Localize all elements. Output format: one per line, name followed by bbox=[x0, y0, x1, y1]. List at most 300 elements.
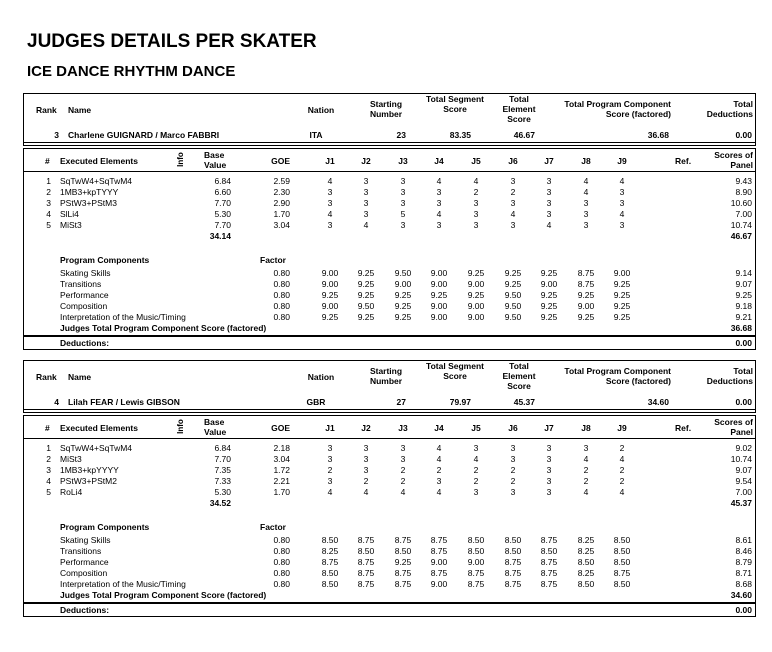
element-judge-score: 3 bbox=[436, 476, 442, 486]
component-judge-score: 9.50 bbox=[357, 301, 375, 311]
element-judge-score: 4 bbox=[436, 443, 442, 453]
component-judge-score: 9.00 bbox=[613, 268, 631, 278]
element-judge-score: 2 bbox=[510, 476, 516, 486]
component-judge-score: 9.00 bbox=[540, 279, 558, 289]
judge-header-2: J2 bbox=[361, 423, 371, 433]
component-name: Performance bbox=[60, 557, 109, 567]
component-name: Interpretation of the Music/Timing bbox=[60, 312, 186, 322]
element-judge-score: 3 bbox=[327, 476, 333, 486]
element-judge-score: 4 bbox=[473, 176, 479, 186]
skater-tss: 79.97 bbox=[449, 397, 471, 407]
component-judge-score: 8.75 bbox=[504, 579, 522, 589]
skater-tes: 45.37 bbox=[513, 397, 535, 407]
element-panel-score: 7.00 bbox=[735, 487, 752, 497]
component-panel-score: 9.07 bbox=[735, 279, 752, 289]
element-judge-score: 3 bbox=[546, 454, 552, 464]
component-judge-score: 8.75 bbox=[394, 579, 412, 589]
element-judge-score: 2 bbox=[473, 465, 479, 475]
component-judge-score: 8.25 bbox=[577, 546, 595, 556]
element-judge-score: 2 bbox=[619, 443, 625, 453]
component-name: Interpretation of the Music/Timing bbox=[60, 579, 186, 589]
component-judge-score: 9.25 bbox=[504, 268, 522, 278]
element-goe: 1.70 bbox=[273, 487, 290, 497]
component-judge-score: 8.50 bbox=[613, 535, 631, 545]
element-judge-score: 2 bbox=[510, 187, 516, 197]
element-judge-score: 3 bbox=[400, 443, 406, 453]
judge-header-6: J6 bbox=[508, 156, 518, 166]
element-judge-score: 3 bbox=[363, 454, 369, 464]
element-goe: 2.90 bbox=[273, 198, 290, 208]
element-judge-score: 3 bbox=[510, 454, 516, 464]
component-judge-score: 8.75 bbox=[577, 268, 595, 278]
component-judge-score: 8.75 bbox=[540, 568, 558, 578]
component-judge-score: 9.25 bbox=[394, 301, 412, 311]
component-judge-score: 8.75 bbox=[467, 579, 485, 589]
element-goe: 1.70 bbox=[273, 209, 290, 219]
element-number: 1 bbox=[46, 176, 51, 186]
component-judge-score: 9.50 bbox=[394, 268, 412, 278]
judge-header-4: J4 bbox=[434, 156, 444, 166]
element-name: RoLi4 bbox=[60, 487, 83, 497]
component-name: Skating Skills bbox=[60, 535, 111, 545]
starting-number-header: Starting Number bbox=[369, 366, 403, 386]
element-judge-score: 3 bbox=[400, 220, 406, 230]
component-judge-score: 9.25 bbox=[467, 268, 485, 278]
name-header: Name bbox=[68, 372, 92, 382]
deductions-box bbox=[23, 603, 756, 617]
element-judge-score: 2 bbox=[327, 465, 333, 475]
component-judge-score: 8.75 bbox=[430, 535, 448, 545]
element-judge-score: 4 bbox=[327, 487, 333, 497]
component-judge-score: 9.25 bbox=[613, 290, 631, 300]
element-goe: 3.04 bbox=[273, 454, 290, 464]
component-judge-score: 8.75 bbox=[504, 557, 522, 567]
component-judge-score: 9.25 bbox=[357, 279, 375, 289]
component-judge-score: 8.50 bbox=[504, 546, 522, 556]
component-factor: 0.80 bbox=[273, 535, 290, 545]
element-judge-score: 2 bbox=[510, 465, 516, 475]
deductions-value: 0.00 bbox=[735, 338, 752, 348]
element-number: 4 bbox=[46, 209, 51, 219]
component-judge-score: 8.75 bbox=[394, 535, 412, 545]
element-judge-score: 4 bbox=[327, 209, 333, 219]
tpcs-header: Total Program Component Score (factored) bbox=[564, 99, 671, 119]
component-panel-score: 9.18 bbox=[735, 301, 752, 311]
component-factor: 0.80 bbox=[273, 268, 290, 278]
element-base-value: 7.35 bbox=[214, 465, 231, 475]
element-name: PStW3+PStM2 bbox=[60, 476, 117, 486]
skater-rank: 4 bbox=[54, 397, 59, 407]
component-judge-score: 9.00 bbox=[467, 279, 485, 289]
component-judge-score: 9.00 bbox=[394, 279, 412, 289]
skater-starting-number: 27 bbox=[396, 397, 406, 407]
program-components-header: Program Components bbox=[60, 255, 150, 265]
element-judge-score: 3 bbox=[400, 187, 406, 197]
component-name: Performance bbox=[60, 290, 109, 300]
element-judge-score: 4 bbox=[619, 487, 625, 497]
component-judge-score: 8.50 bbox=[577, 579, 595, 589]
element-panel-score: 9.07 bbox=[735, 465, 752, 475]
element-name: 1MB3+kpYYYY bbox=[60, 465, 119, 475]
element-judge-score: 3 bbox=[363, 176, 369, 186]
component-name: Composition bbox=[60, 568, 108, 578]
element-judge-score: 3 bbox=[327, 187, 333, 197]
component-factor: 0.80 bbox=[273, 557, 290, 567]
component-judge-score: 8.75 bbox=[357, 557, 375, 567]
element-name: PStW3+PStM3 bbox=[60, 198, 117, 208]
component-judge-score: 8.25 bbox=[577, 568, 595, 578]
element-base-value: 7.70 bbox=[214, 454, 231, 464]
element-judge-score: 5 bbox=[400, 209, 406, 219]
base-value-header: Base Value bbox=[204, 417, 227, 437]
goe-header: GOE bbox=[271, 156, 290, 166]
element-panel-score: 8.90 bbox=[735, 187, 752, 197]
component-judge-score: 8.75 bbox=[613, 568, 631, 578]
element-judge-score: 4 bbox=[436, 487, 442, 497]
element-panel-score: 10.74 bbox=[730, 220, 752, 230]
element-judge-score: 3 bbox=[363, 443, 369, 453]
element-judge-score: 3 bbox=[510, 220, 516, 230]
element-judge-score: 4 bbox=[400, 487, 406, 497]
element-number: 1 bbox=[46, 443, 51, 453]
component-judge-score: 8.75 bbox=[577, 279, 595, 289]
component-judge-score: 9.50 bbox=[504, 312, 522, 322]
element-number: 2 bbox=[46, 454, 51, 464]
component-judge-score: 8.75 bbox=[321, 557, 339, 567]
element-judge-score: 3 bbox=[327, 454, 333, 464]
element-judge-score: 4 bbox=[327, 176, 333, 186]
component-panel-score: 9.14 bbox=[735, 268, 752, 278]
component-judge-score: 9.25 bbox=[394, 290, 412, 300]
factor-header: Factor bbox=[260, 522, 286, 532]
component-judge-score: 8.75 bbox=[430, 568, 448, 578]
element-judge-score: 3 bbox=[619, 198, 625, 208]
deductions-label: Deductions: bbox=[60, 605, 110, 615]
executed-elements-header: Executed Elements bbox=[60, 423, 138, 433]
element-judge-score: 2 bbox=[619, 476, 625, 486]
component-judge-score: 9.00 bbox=[321, 301, 339, 311]
element-judge-score: 3 bbox=[546, 176, 552, 186]
num-header: # bbox=[45, 423, 50, 433]
component-judge-score: 9.25 bbox=[467, 290, 485, 300]
judge-header-1: J1 bbox=[325, 156, 335, 166]
component-factor: 0.80 bbox=[273, 312, 290, 322]
element-panel-score: 7.00 bbox=[735, 209, 752, 219]
component-judge-score: 8.50 bbox=[467, 546, 485, 556]
element-judge-score: 3 bbox=[400, 454, 406, 464]
element-base-value: 7.70 bbox=[214, 220, 231, 230]
component-judge-score: 8.75 bbox=[394, 568, 412, 578]
component-judge-score: 8.25 bbox=[577, 535, 595, 545]
component-judge-score: 9.25 bbox=[613, 312, 631, 322]
element-goe: 2.18 bbox=[273, 443, 290, 453]
judges-total-pcs-label: Judges Total Program Component Score (factored) bbox=[60, 590, 267, 600]
component-judge-score: 8.50 bbox=[467, 535, 485, 545]
component-panel-score: 8.46 bbox=[735, 546, 752, 556]
component-judge-score: 9.25 bbox=[430, 290, 448, 300]
element-panel-score: 10.74 bbox=[730, 454, 752, 464]
starting-number-header: Starting Number bbox=[369, 99, 403, 119]
total-deductions-header: Total Deductions bbox=[706, 366, 753, 386]
component-judge-score: 8.50 bbox=[321, 579, 339, 589]
scores-of-panel-header: Scores of Panel bbox=[714, 417, 753, 437]
judge-header-3: J3 bbox=[398, 156, 408, 166]
tes-total: 46.67 bbox=[730, 231, 752, 241]
component-judge-score: 9.25 bbox=[540, 290, 558, 300]
element-judge-score: 2 bbox=[436, 465, 442, 475]
component-judge-score: 9.25 bbox=[540, 268, 558, 278]
element-judge-score: 3 bbox=[436, 220, 442, 230]
component-judge-score: 8.75 bbox=[357, 535, 375, 545]
component-judge-score: 9.00 bbox=[430, 312, 448, 322]
skater-rank: 3 bbox=[54, 130, 59, 140]
element-judge-score: 3 bbox=[510, 176, 516, 186]
judge-header-2: J2 bbox=[361, 156, 371, 166]
element-judge-score: 3 bbox=[473, 209, 479, 219]
skater-pcs: 36.68 bbox=[647, 130, 669, 140]
elements-header-divider bbox=[24, 438, 755, 439]
element-judge-score: 3 bbox=[546, 187, 552, 197]
judges-total-pcs-value: 36.68 bbox=[730, 323, 752, 333]
deductions-box bbox=[23, 336, 756, 350]
element-judge-score: 2 bbox=[583, 465, 589, 475]
component-panel-score: 8.61 bbox=[735, 535, 752, 545]
component-judge-score: 9.25 bbox=[394, 557, 412, 567]
component-panel-score: 8.68 bbox=[735, 579, 752, 589]
component-judge-score: 9.25 bbox=[321, 312, 339, 322]
judge-header-5: J5 bbox=[471, 423, 481, 433]
info-header: Info bbox=[175, 152, 185, 167]
element-judge-score: 3 bbox=[510, 487, 516, 497]
element-judge-score: 4 bbox=[619, 176, 625, 186]
element-judge-score: 2 bbox=[473, 187, 479, 197]
judge-header-3: J3 bbox=[398, 423, 408, 433]
element-number: 3 bbox=[46, 198, 51, 208]
element-judge-score: 4 bbox=[363, 220, 369, 230]
element-judge-score: 2 bbox=[363, 476, 369, 486]
total-deductions-header: Total Deductions bbox=[706, 99, 753, 119]
component-panel-score: 9.21 bbox=[735, 312, 752, 322]
component-judge-score: 8.75 bbox=[467, 568, 485, 578]
tpcs-header: Total Program Component Score (factored) bbox=[564, 366, 671, 386]
component-factor: 0.80 bbox=[273, 568, 290, 578]
component-factor: 0.80 bbox=[273, 301, 290, 311]
program-components-header: Program Components bbox=[60, 522, 150, 532]
scores-of-panel-header: Scores of Panel bbox=[714, 150, 753, 170]
element-judge-score: 3 bbox=[363, 209, 369, 219]
component-judge-score: 9.25 bbox=[540, 312, 558, 322]
component-judge-score: 8.75 bbox=[540, 579, 558, 589]
component-judge-score: 9.25 bbox=[321, 290, 339, 300]
page-subtitle: ICE DANCE RHYTHM DANCE bbox=[27, 63, 236, 80]
element-number: 5 bbox=[46, 220, 51, 230]
component-factor: 0.80 bbox=[273, 279, 290, 289]
element-judge-score: 3 bbox=[510, 443, 516, 453]
element-judge-score: 3 bbox=[436, 198, 442, 208]
component-judge-score: 8.50 bbox=[321, 535, 339, 545]
element-panel-score: 9.54 bbox=[735, 476, 752, 486]
ref-header: Ref. bbox=[675, 156, 692, 166]
judge-header-8: J8 bbox=[581, 423, 591, 433]
skater-starting-number: 23 bbox=[396, 130, 406, 140]
element-name: 1MB3+kpTYYY bbox=[60, 187, 119, 197]
component-judge-score: 8.75 bbox=[357, 568, 375, 578]
element-judge-score: 3 bbox=[327, 198, 333, 208]
element-judge-score: 3 bbox=[619, 220, 625, 230]
rank-header: Rank bbox=[36, 372, 57, 382]
component-judge-score: 8.75 bbox=[540, 557, 558, 567]
component-judge-score: 9.25 bbox=[577, 290, 595, 300]
element-judge-score: 3 bbox=[546, 198, 552, 208]
header-divider bbox=[24, 142, 755, 143]
element-base-value: 7.70 bbox=[214, 198, 231, 208]
element-panel-score: 9.02 bbox=[735, 443, 752, 453]
element-name: SqTwW4+SqTwM4 bbox=[60, 176, 133, 186]
element-judge-score: 3 bbox=[583, 198, 589, 208]
element-goe: 3.04 bbox=[273, 220, 290, 230]
judge-header-7: J7 bbox=[544, 156, 554, 166]
total-element-score-header: Total Element Score bbox=[502, 361, 536, 391]
element-goe: 2.59 bbox=[273, 176, 290, 186]
component-judge-score: 9.00 bbox=[430, 579, 448, 589]
element-judge-score: 3 bbox=[473, 443, 479, 453]
ref-header: Ref. bbox=[675, 423, 692, 433]
executed-elements-header: Executed Elements bbox=[60, 156, 138, 166]
component-judge-score: 8.50 bbox=[577, 557, 595, 567]
element-name: MiSt3 bbox=[60, 220, 82, 230]
deductions-value: 0.00 bbox=[735, 605, 752, 615]
component-panel-score: 8.71 bbox=[735, 568, 752, 578]
element-judge-score: 4 bbox=[619, 454, 625, 464]
element-judge-score: 3 bbox=[363, 187, 369, 197]
skater-block bbox=[23, 93, 756, 351]
element-judge-score: 3 bbox=[363, 198, 369, 208]
element-judge-score: 4 bbox=[583, 454, 589, 464]
judge-header-7: J7 bbox=[544, 423, 554, 433]
element-base-value: 6.84 bbox=[214, 176, 231, 186]
element-judge-score: 2 bbox=[400, 476, 406, 486]
component-judge-score: 9.00 bbox=[321, 279, 339, 289]
base-value-total: 34.14 bbox=[209, 231, 231, 241]
judge-header-1: J1 bbox=[325, 423, 335, 433]
element-panel-score: 10.60 bbox=[730, 198, 752, 208]
component-judge-score: 9.00 bbox=[430, 301, 448, 311]
tes-total: 45.37 bbox=[730, 498, 752, 508]
component-judge-score: 9.50 bbox=[504, 301, 522, 311]
judge-header-9: J9 bbox=[617, 423, 627, 433]
component-judge-score: 8.75 bbox=[430, 546, 448, 556]
component-judge-score: 8.50 bbox=[504, 535, 522, 545]
element-judge-score: 2 bbox=[583, 476, 589, 486]
skater-pcs: 34.60 bbox=[647, 397, 669, 407]
judge-header-8: J8 bbox=[581, 156, 591, 166]
element-number: 2 bbox=[46, 187, 51, 197]
component-judge-score: 9.00 bbox=[430, 279, 448, 289]
judge-header-4: J4 bbox=[434, 423, 444, 433]
element-judge-score: 3 bbox=[583, 443, 589, 453]
component-judge-score: 9.00 bbox=[577, 301, 595, 311]
element-judge-score: 3 bbox=[583, 220, 589, 230]
component-judge-score: 9.25 bbox=[357, 268, 375, 278]
element-judge-score: 3 bbox=[363, 465, 369, 475]
component-judge-score: 9.25 bbox=[357, 312, 375, 322]
total-segment-score-header: Total Segment Score bbox=[426, 94, 484, 114]
element-judge-score: 3 bbox=[400, 176, 406, 186]
skater-deductions: 0.00 bbox=[735, 397, 752, 407]
element-base-value: 5.30 bbox=[214, 487, 231, 497]
element-judge-score: 4 bbox=[436, 176, 442, 186]
element-judge-score: 4 bbox=[583, 487, 589, 497]
skater-nation: GBR bbox=[306, 397, 326, 407]
component-judge-score: 9.25 bbox=[357, 290, 375, 300]
element-judge-score: 3 bbox=[400, 198, 406, 208]
element-judge-score: 4 bbox=[436, 454, 442, 464]
component-judge-score: 8.75 bbox=[357, 579, 375, 589]
component-judge-score: 8.50 bbox=[613, 557, 631, 567]
element-judge-score: 3 bbox=[473, 198, 479, 208]
component-panel-score: 8.79 bbox=[735, 557, 752, 567]
component-name: Transitions bbox=[60, 546, 102, 556]
component-judge-score: 9.50 bbox=[504, 290, 522, 300]
component-judge-score: 9.00 bbox=[467, 557, 485, 567]
judges-total-pcs-label: Judges Total Program Component Score (factored) bbox=[60, 323, 267, 333]
element-name: MiSt3 bbox=[60, 454, 82, 464]
component-factor: 0.80 bbox=[273, 546, 290, 556]
skater-deductions: 0.00 bbox=[735, 130, 752, 140]
element-judge-score: 4 bbox=[436, 209, 442, 219]
element-judge-score: 3 bbox=[436, 187, 442, 197]
component-factor: 0.80 bbox=[273, 290, 290, 300]
element-judge-score: 3 bbox=[473, 220, 479, 230]
goe-header: GOE bbox=[271, 423, 290, 433]
element-base-value: 5.30 bbox=[214, 209, 231, 219]
component-judge-score: 8.75 bbox=[540, 535, 558, 545]
base-value-header: Base Value bbox=[204, 150, 227, 170]
component-judge-score: 9.00 bbox=[321, 268, 339, 278]
element-judge-score: 4 bbox=[583, 176, 589, 186]
element-judge-score: 2 bbox=[473, 476, 479, 486]
element-judge-score: 3 bbox=[583, 209, 589, 219]
component-name: Transitions bbox=[60, 279, 102, 289]
element-judge-score: 4 bbox=[473, 454, 479, 464]
element-goe: 1.72 bbox=[273, 465, 290, 475]
component-judge-score: 8.50 bbox=[613, 546, 631, 556]
skater-nation: ITA bbox=[309, 130, 323, 140]
element-judge-score: 3 bbox=[619, 187, 625, 197]
element-base-value: 6.84 bbox=[214, 443, 231, 453]
element-judge-score: 3 bbox=[327, 220, 333, 230]
component-judge-score: 9.25 bbox=[613, 301, 631, 311]
component-judge-score: 9.25 bbox=[540, 301, 558, 311]
element-judge-score: 4 bbox=[619, 209, 625, 219]
page-title: JUDGES DETAILS PER SKATER bbox=[27, 31, 317, 52]
element-name: SqTwW4+SqTwM4 bbox=[60, 443, 133, 453]
component-judge-score: 9.00 bbox=[467, 301, 485, 311]
element-judge-score: 2 bbox=[619, 465, 625, 475]
component-factor: 0.80 bbox=[273, 579, 290, 589]
element-judge-score: 3 bbox=[327, 443, 333, 453]
skater-tes: 46.67 bbox=[513, 130, 535, 140]
component-judge-score: 9.25 bbox=[613, 279, 631, 289]
nation-header: Nation bbox=[307, 105, 335, 115]
component-judge-score: 9.00 bbox=[467, 312, 485, 322]
judge-header-5: J5 bbox=[471, 156, 481, 166]
component-judge-score: 9.25 bbox=[577, 312, 595, 322]
element-judge-score: 4 bbox=[510, 209, 516, 219]
element-judge-score: 2 bbox=[400, 465, 406, 475]
component-judge-score: 8.50 bbox=[540, 546, 558, 556]
deductions-label: Deductions: bbox=[60, 338, 110, 348]
